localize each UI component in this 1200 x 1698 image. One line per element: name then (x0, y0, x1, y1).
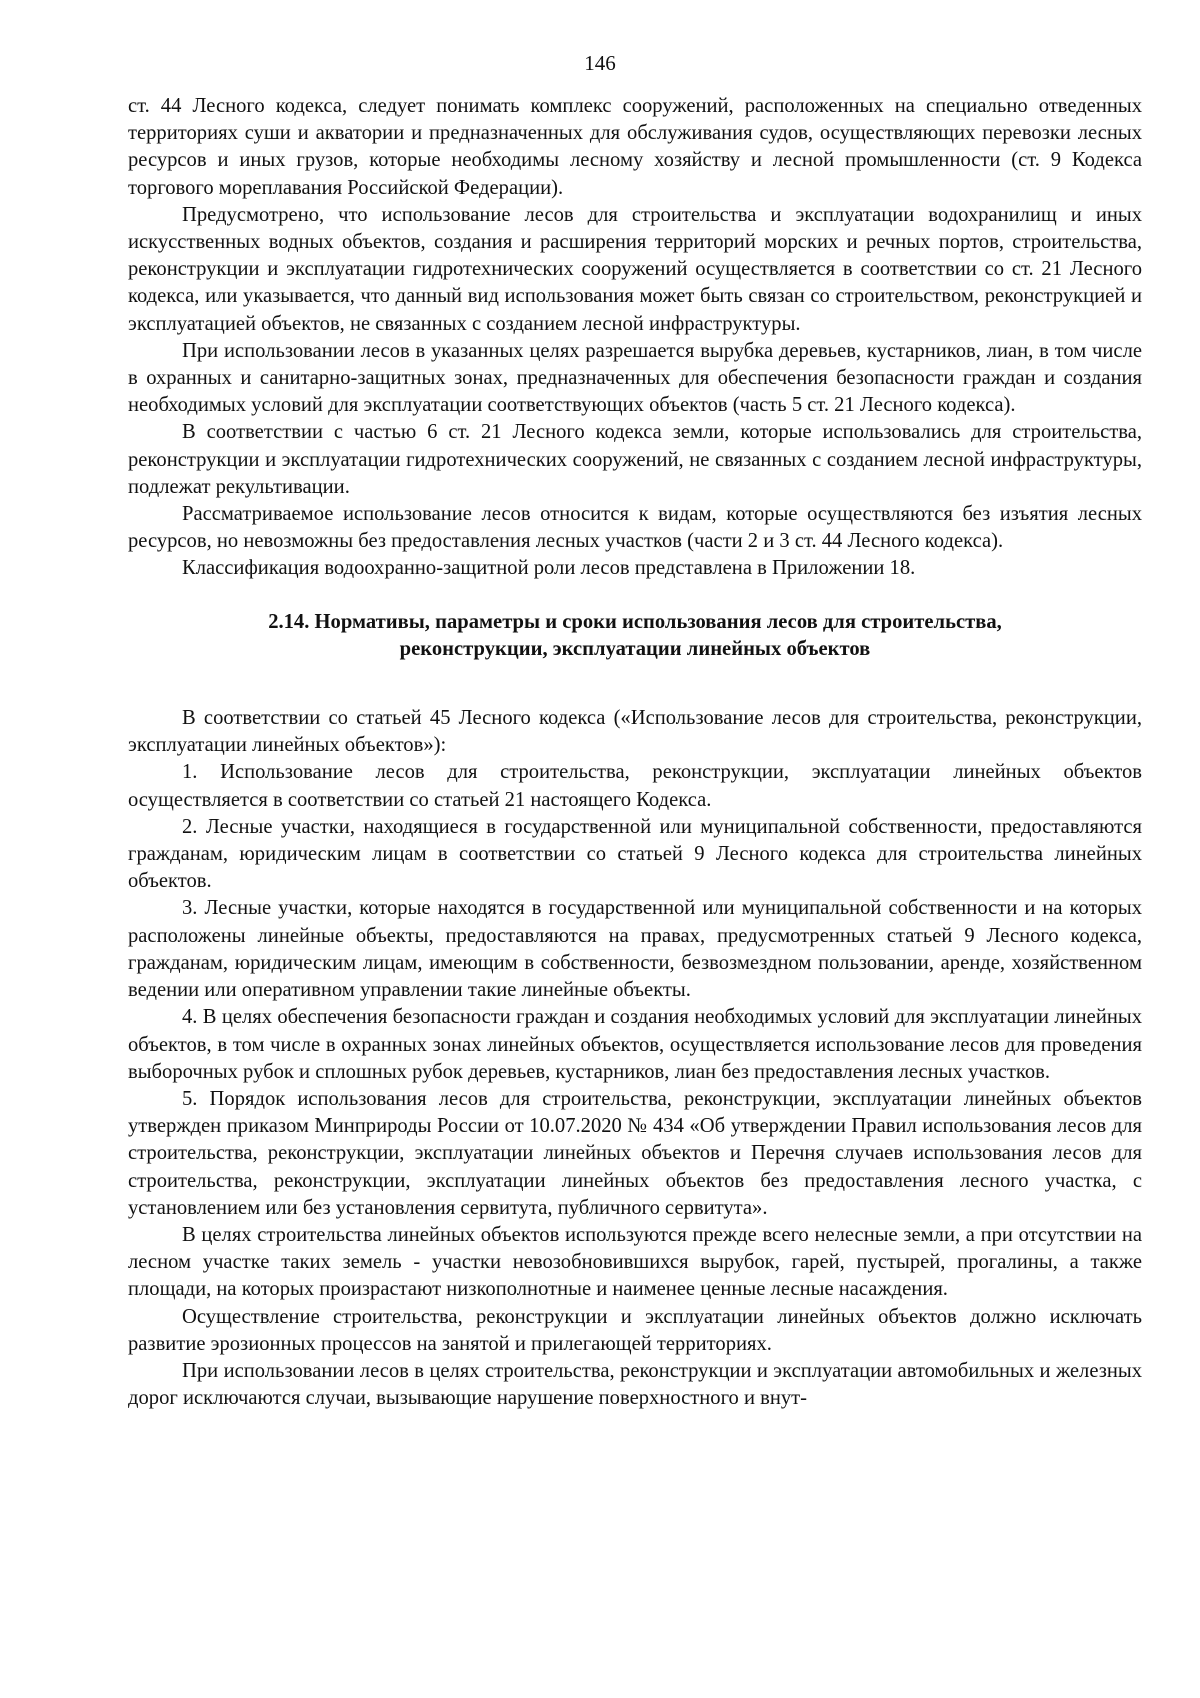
section-heading (128, 609, 1142, 663)
paragraph: В соответствии со статьей 45 Лесного кодекса («Использование лесов для строительства, реконструкции, эксплуатации линейных объектов»): (128, 707, 1142, 757)
section-heading-line-2: реконструкции, эксплуатации линейных объектов (399, 637, 871, 660)
list-item: 2. Лесные участки, находящиеся в государственной или муниципальной собственности, предоставляются гражданам, юридическим лицам в соответствии со статьей 9 Лесного кодекса для строительства линейных объектов. (128, 815, 1142, 893)
paragraph: Классификация водоохранно-защитной роли лесов представлена в Приложении 18. (182, 557, 916, 580)
list-item: 4. В целях обеспечения безопасности граждан и создания необходимых условий для эксплуатации линейных объектов, в том числе в охранных зонах линейных объектов, осуществляется использование лесов для проведения выборочных рубок и сплошных рубок деревьев, кустарников, лиан без предоставления лесных участков. (128, 1006, 1142, 1083)
paragraph: При использовании лесов в целях строительства, реконструкции и эксплуатации автомобильных и железных дорог исключаются случаи, вызывающие нарушение поверхностного и внут- (128, 1359, 1142, 1410)
paragraph: В соответствии с частью 6 ст. 21 Лесного кодекса земли, которые использовались для строительства, реконструкции и эксплуатации гидротехнических сооружений, не связанных с созданием лесной инфраструктуры, подлежат рекультивации. (128, 421, 1142, 498)
paragraph: ст. 44 Лесного кодекса, следует понимать комплекс сооружений, расположенных на специально отведенных территориях суши и акватории и предназначенных для обслуживания судов, осуществляющих перевозки лесных ресурсов и иных грузов, которые необходимы лесному хозяйству и лесной промышленности (ст. 9 Кодекса торгового мореплавания Российской Федерации). (128, 95, 1142, 199)
section-heading-line-1: 2.14. Нормативы, параметры и сроки использования лесов для строительства, (268, 610, 1002, 633)
list-item: 1. Использование лесов для строительства, реконструкции, эксплуатации линейных объектов осуществляется в соответствии со статьей 21 настоящего Кодекса. (128, 761, 1142, 811)
page-number: 146 (584, 51, 616, 75)
paragraph: При использовании лесов в указанных целях разрешается вырубка деревьев, кустарников, лиан, в том числе в охранных и санитарно-защитных зонах, предназначенных для обеспечения безопасности граждан и создания необходимых условий для эксплуатации соответствующих объектов (часть 5 ст. 21 Лесного кодекса). (128, 339, 1142, 417)
paragraph: В целях строительства линейных объектов используются прежде всего нелесные земли, а при отсутствии на лесном участке таких земель - участки невозобновившихся вырубок, гарей, пустырей, прогалины, а также площади, на которых произрастают низкополнотные и наименее ценные лесные насаждения. (128, 1223, 1142, 1301)
list-item: 3. Лесные участки, которые находятся в государственной или муниципальной собственности и на которых расположены линейные объекты, предоставляются на правах, предусмотренных статьей 9 Лесного кодекса, гражданам, юридическим лицам, имеющим в собственности, безвозмездном пользовании, аренде, хозяйственном ведении или оперативном управлении такие линейные объекты. (128, 897, 1142, 1002)
paragraph: Предусмотрено, что использование лесов для строительства и эксплуатации водохранилищ и иных искусственных водных объектов, создания и расширения территорий морских и речных портов, строительства, реконструкции и эксплуатации гидротехнических сооружений осуществляется в соответствии со ст. 21 Лесного кодекса, или указывается, что данный вид использования может быть связан со строительством, реконструкцией и эксплуатацией объектов, не связанных с созданием лесной инфраструктуры. (128, 203, 1142, 335)
paragraph: Осуществление строительства, реконструкции и эксплуатации линейных объектов должно исключать развитие эрозионных процессов на занятой и прилегающей территориях. (128, 1305, 1142, 1355)
document-body (128, 93, 1142, 1412)
list-item: 5. Порядок использования лесов для строительства, реконструкции, эксплуатации линейных объектов утвержден приказом Минприроды России от 10.07.2020 № 434 «Об утверждении Правил использования лесов для строительства, реконструкции, эксплуатации линейных объектов и Перечня случаев использования лесов для строительства, реконструкции, эксплуатации линейных объектов без предоставления лесного участка, с установлением или без установления сервитута, публичного сервитута». (128, 1087, 1142, 1219)
paragraph: Рассматриваемое использование лесов относится к видам, которые осуществляются без изъятия лесных ресурсов, но невозможны без предоставления лесных участков (части 2 и 3 ст. 44 Лесного кодекса). (128, 503, 1142, 553)
